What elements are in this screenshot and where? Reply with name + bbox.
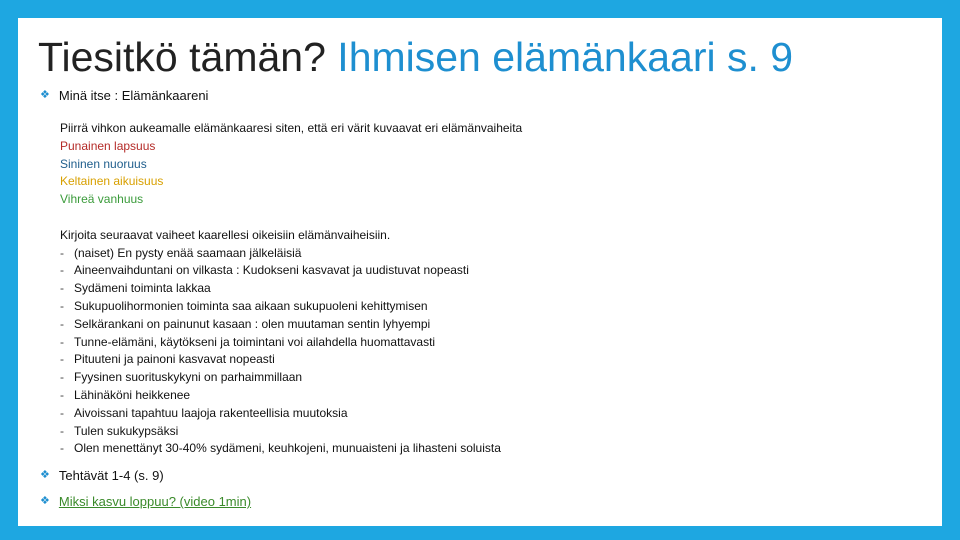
- write-instruction: Kirjoita seuraavat vaiheet kaarellesi oikeisiin elämänvaiheisiin.: [60, 227, 391, 242]
- list-item: - Tulen sukukypsäksi: [60, 423, 179, 438]
- stage-blue: Sininen nuoruus: [60, 156, 147, 171]
- list-item: - Olen menettänyt 30-40% sydämeni, keuhkojeni, munuaisteni ja lihasteni soluista: [60, 441, 501, 456]
- instructions-block: [60, 120, 522, 458]
- bullet-intro-text: Minä itse : Elämänkaareni: [58, 88, 209, 103]
- diamond-bullet-icon: ❖: [40, 495, 50, 507]
- list-item: - Sukupuolihormonien toiminta saa aikaan sukupuoleni kehittymisen: [60, 298, 428, 313]
- diamond-bullet-icon: ❖: [40, 469, 50, 481]
- phase-list: [60, 245, 522, 459]
- stage-green: Vihreä vanhuus: [60, 192, 144, 207]
- title-main: Tiesitkö tämän?: [38, 34, 326, 80]
- bullet-tasks: [40, 468, 164, 483]
- video-link[interactable]: Miksi kasvu loppuu? (video 1min): [58, 494, 252, 509]
- stage-red: Punainen lapsuus: [60, 138, 156, 153]
- list-item: - (naiset) En pysty enää saamaan jälkeläisiä: [60, 245, 302, 260]
- diamond-bullet-icon: ❖: [40, 89, 50, 101]
- slide-title: [38, 32, 793, 82]
- list-item: - Selkärankani on painunut kasaan : olen muutaman sentin lyhyempi: [60, 316, 431, 331]
- list-item: - Aivoissani tapahtuu laajoja rakenteellisia muutoksia: [60, 405, 348, 420]
- bullet-tasks-text: Tehtävät 1-4 (s. 9): [58, 468, 164, 483]
- list-item: - Lähinäköni heikkenee: [60, 387, 191, 402]
- list-item: - Aineenvaihduntani on vilkasta : Kudokseni kasvavat ja uudistuvat nopeasti: [60, 263, 469, 278]
- list-item: - Tunne-elämäni, käytökseni ja toimintani voi ailahdella huomattavasti: [60, 334, 436, 349]
- stage-yellow: Keltainen aikuisuus: [60, 174, 164, 189]
- list-item: - Sydämeni toiminta lakkaa: [60, 281, 211, 296]
- list-item: - Fyysinen suorituskykyni on parhaimmillaan: [60, 370, 303, 385]
- draw-instruction: Piirrä vihkon aukeamalle elämänkaaresi siten, että eri värit kuvaavat eri elämänvaiheita: [60, 121, 523, 135]
- bullet-video: [40, 494, 251, 509]
- title-accent: Ihmisen elämänkaari s. 9: [337, 34, 794, 80]
- bullet-intro: [40, 88, 208, 103]
- slide: [18, 18, 942, 526]
- list-item: - Pituuteni ja painoni kasvavat nopeasti: [60, 352, 275, 367]
